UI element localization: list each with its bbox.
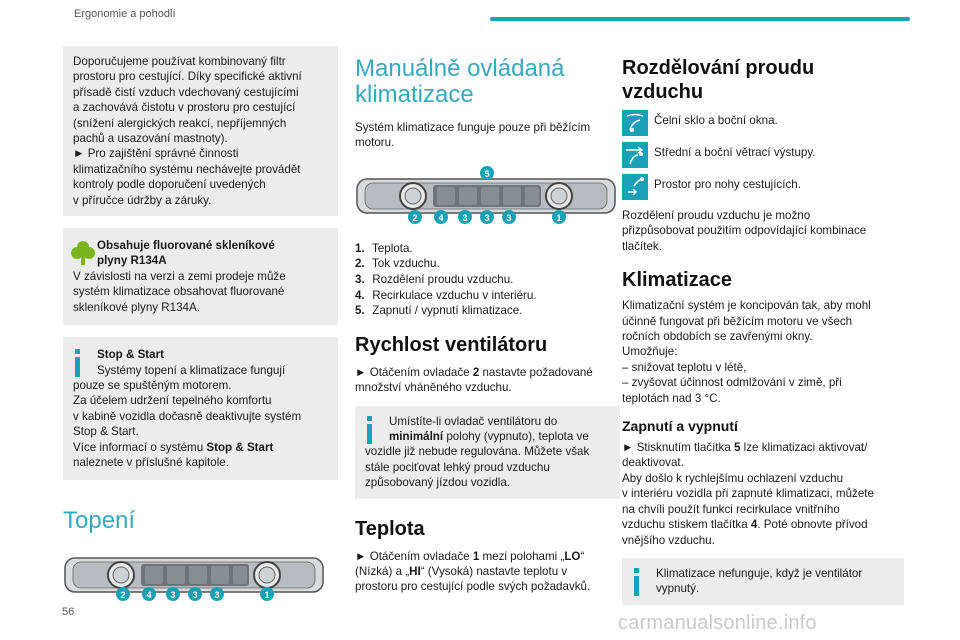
filter-line: a zachovává čistotu v prostoru pro cestující xyxy=(73,101,296,115)
svg-text:4: 4 xyxy=(438,212,444,223)
dist-line: Rozdělení proudu vzduchu je možno xyxy=(622,209,811,222)
filter-line: pachů a usazování mastnoty). xyxy=(73,132,228,146)
ac-line: ročních obdobích se zavřenými okny. xyxy=(622,330,813,344)
fan-note-line: způsobovaný jízdou vozidla. xyxy=(365,476,511,490)
onoff-line: Aby došlo k rychlejšímu ochlazení vzduchu xyxy=(622,471,844,485)
svg-text:3: 3 xyxy=(506,212,512,223)
on-off-heading: Zapnutí a vypnutí xyxy=(622,418,738,435)
filter-line: v příručce údržby a záruky. xyxy=(73,193,212,207)
page-number: 56 xyxy=(62,606,75,618)
fan-note-line: stále pociťovat lehký proud vzduchu xyxy=(365,460,550,474)
fluor-line: V závislosti na verzi a zemi prodeje může xyxy=(73,269,286,283)
intro-line: motoru. xyxy=(355,136,395,150)
stop-line: Více informací o systému Stop & Start xyxy=(73,440,274,454)
ac-note-box xyxy=(622,558,904,605)
watermark: carmanualsonline.info xyxy=(618,612,817,634)
fan-note-line: vozidle již nebude regulována. Můžete však xyxy=(365,445,590,459)
list-item xyxy=(622,174,904,206)
face-airflow-icon xyxy=(622,142,648,168)
airflow-label: Čelní sklo a boční okna. xyxy=(654,114,778,127)
fan-note-line: Umístíte-li ovladač ventilátoru do xyxy=(389,414,558,428)
svg-text:4: 4 xyxy=(146,590,152,601)
ac-line: Umožňuje: xyxy=(622,345,678,359)
feet-airflow-icon xyxy=(622,174,648,200)
fluor-title: plyny R134A xyxy=(97,254,167,268)
fluor-line: skleníkové plyny R134A. xyxy=(73,300,200,314)
svg-text:5: 5 xyxy=(484,168,490,179)
ac-line: účinně fungovat při běžícím motoru ve všech xyxy=(622,314,853,328)
svg-text:2: 2 xyxy=(120,590,126,601)
intro-line: Systém klimatizace funguje pouze při běžícím xyxy=(355,121,591,134)
fan-line: množství vháněného vzduchu. xyxy=(355,381,512,395)
temp-line: ► Otáčením ovladače 1 mezi polohami „LO“ xyxy=(355,549,585,563)
info-icon xyxy=(73,349,83,377)
stop-start-box xyxy=(63,337,338,480)
onoff-line: ► Stisknutím tlačítka 5 lze klimatizaci aktivovat/ xyxy=(622,441,868,455)
svg-text:3: 3 xyxy=(192,590,198,601)
info-icon xyxy=(632,568,642,596)
air-distribution-list xyxy=(622,110,904,206)
filter-line: (snížení alergických reakcí, nepříjemných xyxy=(73,116,287,130)
svg-text:1: 1 xyxy=(556,212,562,223)
ac-line: – zvyšovat účinnost odmlžování v zimě, při xyxy=(622,376,842,390)
airflow-label: Střední a boční větrací výstupy. xyxy=(654,146,816,159)
svg-text:3: 3 xyxy=(462,212,468,223)
header-accent-bar xyxy=(490,17,910,21)
airflow-label: Prostor pro nohy cestujících. xyxy=(654,178,801,191)
ac-line: – snižovat teplotu v létě, xyxy=(622,360,747,374)
manual-ac-heading: Manuálně ovládaná klimatizace xyxy=(355,55,565,108)
list-item: 3. Rozdělení proudu vzduchu. xyxy=(355,273,514,286)
fan-line: ► Otáčením ovladače 2 nastavte požadované xyxy=(355,365,593,379)
fluorinated-gas-box xyxy=(63,228,338,325)
control-panel-drawing xyxy=(63,552,325,608)
stop-start-title: Stop & Start xyxy=(97,348,164,362)
stop-line: Systémy topení a klimatizace fungují xyxy=(97,363,286,377)
list-item xyxy=(622,110,904,142)
list-item: 2. Tok vzduchu. xyxy=(355,257,440,271)
filter-line: přísadě čistí vzduch vdechovaný cestujícími xyxy=(73,85,299,99)
fluor-line: systém klimatizace obsahovat fluorované xyxy=(73,285,285,299)
stop-line: Stop & Start. xyxy=(73,425,139,439)
column-left xyxy=(63,46,338,608)
filter-line: Doporučujeme používat kombinovaný filtr xyxy=(73,55,286,68)
svg-text:3: 3 xyxy=(484,212,490,223)
air-distribution-heading: Rozdělování proudu vzduchu xyxy=(622,57,815,103)
onoff-line: deaktivovat. xyxy=(622,456,684,470)
column-middle xyxy=(355,46,620,595)
filter-line: prostoru pro cestující. Díky specifické aktivní xyxy=(73,70,302,84)
list-item: 5. Zapnutí / vypnutí klimatizace. xyxy=(355,304,523,318)
info-icon xyxy=(365,416,375,444)
dist-line: tlačítek. xyxy=(622,239,662,253)
control-panel-drawing xyxy=(355,165,617,229)
environment-tree-icon xyxy=(71,240,95,266)
list-item xyxy=(622,142,904,174)
svg-text:3: 3 xyxy=(214,590,220,601)
onoff-line: v interiéru vozidla při zapnuté klimatizaci, můžete xyxy=(622,487,874,501)
column-right xyxy=(622,46,904,605)
filter-line: kontroly podle doporučení uvedených xyxy=(73,178,266,192)
filter-info-box xyxy=(63,46,338,216)
ac-note-line: Klimatizace nefunguje, když je ventilátor xyxy=(656,566,863,580)
running-header: Ergonomie a pohodlí xyxy=(74,8,176,20)
windshield-airflow-icon xyxy=(622,110,648,136)
temperature-heading: Teplota xyxy=(355,517,425,540)
fan-note-box xyxy=(355,406,620,499)
list-item: 1. Teplota. xyxy=(355,241,413,255)
fluor-title: Obsahuje fluorované skleníkové xyxy=(97,239,275,253)
filter-line: ► Pro zajištění správné činnosti xyxy=(73,147,239,161)
fan-speed-heading: Rychlost ventilátoru xyxy=(355,333,548,356)
svg-text:2: 2 xyxy=(412,212,418,223)
dist-line: přizpůsobovat použitím odpovídající kombinace xyxy=(622,224,867,238)
ac-line: teplotách nad 3 °C. xyxy=(622,391,721,405)
control-legend-list xyxy=(355,241,620,319)
climate-control-panel-image xyxy=(63,552,338,608)
ac-note-line: vypnutý. xyxy=(656,582,700,596)
onoff-line: na chvíli použít funkci recirkulace vnitřního xyxy=(622,502,840,516)
stop-line: v kabině vozidla dočasně deaktivujte systém xyxy=(73,409,302,423)
stop-line: Za účelem udržení tepelného komfortu xyxy=(73,394,272,408)
ac-heading: Klimatizace xyxy=(622,269,733,292)
stop-line: pouze se spuštěným motorem. xyxy=(73,378,232,392)
onoff-line: vnějšího vzduchu. xyxy=(622,533,715,547)
climate-control-panel-image xyxy=(355,165,620,229)
onoff-line: vzduchu stiskem tlačítka 4. Poté obnovte přívod xyxy=(622,518,868,532)
ac-line: Klimatizační systém je koncipován tak, aby mohl xyxy=(622,299,871,313)
heating-heading: Topení xyxy=(63,507,136,535)
filter-line: klimatizačního systému nechávejte provádět xyxy=(73,162,301,176)
stop-line: naleznete v příslušné kapitole. xyxy=(73,455,229,469)
svg-text:1: 1 xyxy=(264,590,270,601)
temp-line: prostoru pro cestující podle svých požadavků. xyxy=(355,580,591,594)
svg-text:3: 3 xyxy=(170,590,176,601)
fan-note-line: minimální polohy (vypnuto), teplota ve xyxy=(389,430,589,443)
list-item: 4. Recirkulace vzduchu v interiéru. xyxy=(355,288,537,302)
temp-line: (Nízká) a „HI“ (Vysoká) nastavte teplotu v xyxy=(355,565,568,579)
